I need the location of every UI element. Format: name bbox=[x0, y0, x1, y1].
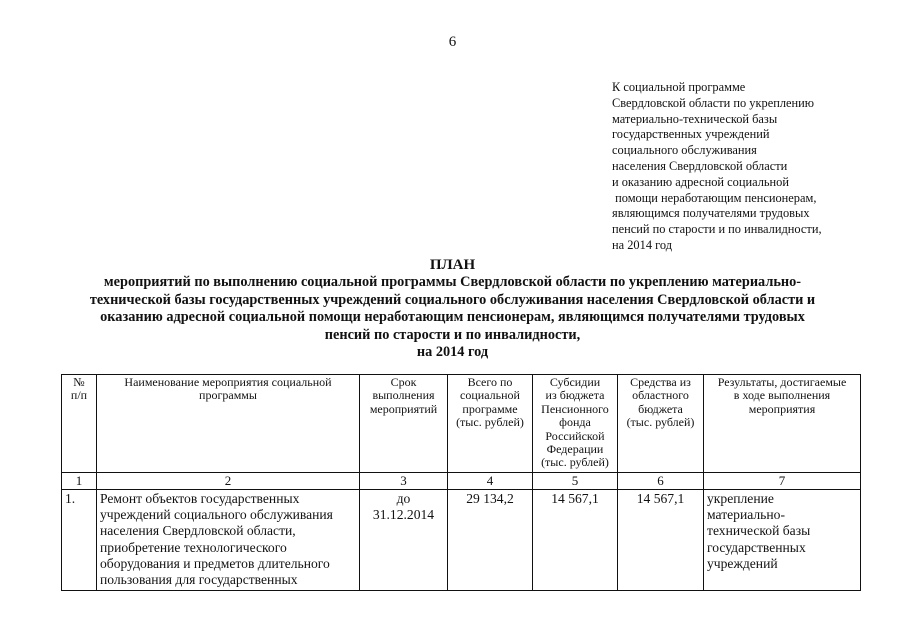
subtitle-line: мероприятий по выполнению социальной программы Свердловской области по укреплению материально- bbox=[103, 274, 802, 290]
annex-line: материально-технической базы bbox=[612, 111, 778, 126]
plan-subtitle bbox=[40, 274, 865, 362]
row-result-text: укрепление материально- технической базы государственных учреждений bbox=[707, 491, 811, 571]
subtitle-line: на 2014 год bbox=[416, 344, 489, 361]
row-name bbox=[97, 490, 360, 591]
header-label: Всего по социальной программе (тыс. рублей) bbox=[456, 375, 524, 430]
column-number: 5 bbox=[533, 473, 618, 490]
table-row bbox=[62, 490, 861, 591]
column-number-row bbox=[62, 473, 861, 490]
row-num: 1. bbox=[62, 490, 97, 591]
row-regional: 14 567,1 bbox=[618, 490, 704, 591]
row-pension-fund: 14 567,1 bbox=[533, 490, 618, 591]
header-name bbox=[97, 375, 360, 473]
table-header-row bbox=[62, 375, 861, 473]
header-regional bbox=[618, 375, 704, 473]
header-deadline bbox=[360, 375, 448, 473]
annex-line: населения Свердловской области bbox=[612, 158, 788, 173]
annex-line: на 2014 год bbox=[612, 237, 673, 252]
subtitle-line: пенсий по старости и по инвалидности, bbox=[324, 326, 581, 343]
annex-line: помощи неработающим пенсионерам, bbox=[612, 190, 817, 205]
column-number: 7 bbox=[704, 473, 861, 490]
subtitle-line: оказанию адресной социальной помощи неработающим пенсионерам, являющимся получателями трудовых bbox=[100, 309, 805, 326]
annex-line: социального обслуживания bbox=[612, 143, 757, 158]
row-total: 29 134,2 bbox=[448, 490, 533, 591]
subtitle-line: технической базы государственных учреждений социального обслуживания населения Свердловской области и bbox=[89, 291, 816, 308]
header-label: Средства из областного бюджета (тыс. рублей) bbox=[626, 375, 695, 430]
column-number: 6 bbox=[618, 473, 704, 490]
header-num bbox=[62, 375, 97, 473]
annex-line: К социальной программе bbox=[612, 80, 746, 94]
annex-line: и оказанию адресной социальной bbox=[612, 174, 789, 189]
plan-title: ПЛАН bbox=[429, 257, 476, 273]
row-deadline-text: до 31.12.2014 bbox=[372, 491, 435, 523]
annex-line: Свердловской области по укреплению bbox=[612, 95, 815, 110]
annex-line: пенсий по старости и по инвалидности, bbox=[612, 222, 822, 237]
header-label: Субсидии из бюджета Пенсионного фонда Российской Федерации (тыс. рублей) bbox=[541, 375, 609, 470]
header-pension-fund bbox=[533, 375, 618, 473]
header-total bbox=[448, 375, 533, 473]
plan-table bbox=[61, 374, 861, 591]
column-number: 4 bbox=[448, 473, 533, 490]
header-result bbox=[704, 375, 861, 473]
annex-note bbox=[612, 80, 872, 254]
annex-line: являющимся получателями трудовых bbox=[612, 206, 810, 221]
row-name-text: Ремонт объектов государственных учреждений социального обслуживания населения Свердловской области, приобретение технологического оборудования и предметов длительного пользования для государственных bbox=[100, 491, 333, 588]
column-number: 1 bbox=[62, 473, 97, 490]
column-number: 3 bbox=[360, 473, 448, 490]
header-label: Наименование мероприятия социальной программы bbox=[124, 375, 332, 403]
header-label: № п/п bbox=[70, 375, 88, 403]
row-result bbox=[704, 490, 861, 591]
row-deadline bbox=[360, 490, 448, 591]
column-number: 2 bbox=[97, 473, 360, 490]
header-label: Срок выполнения мероприятий bbox=[369, 375, 438, 416]
header-label: Результаты, достигаемые в ходе выполнения мероприятия bbox=[717, 375, 847, 416]
annex-line: государственных учреждений bbox=[612, 127, 770, 142]
page-number: 6 bbox=[448, 34, 457, 50]
